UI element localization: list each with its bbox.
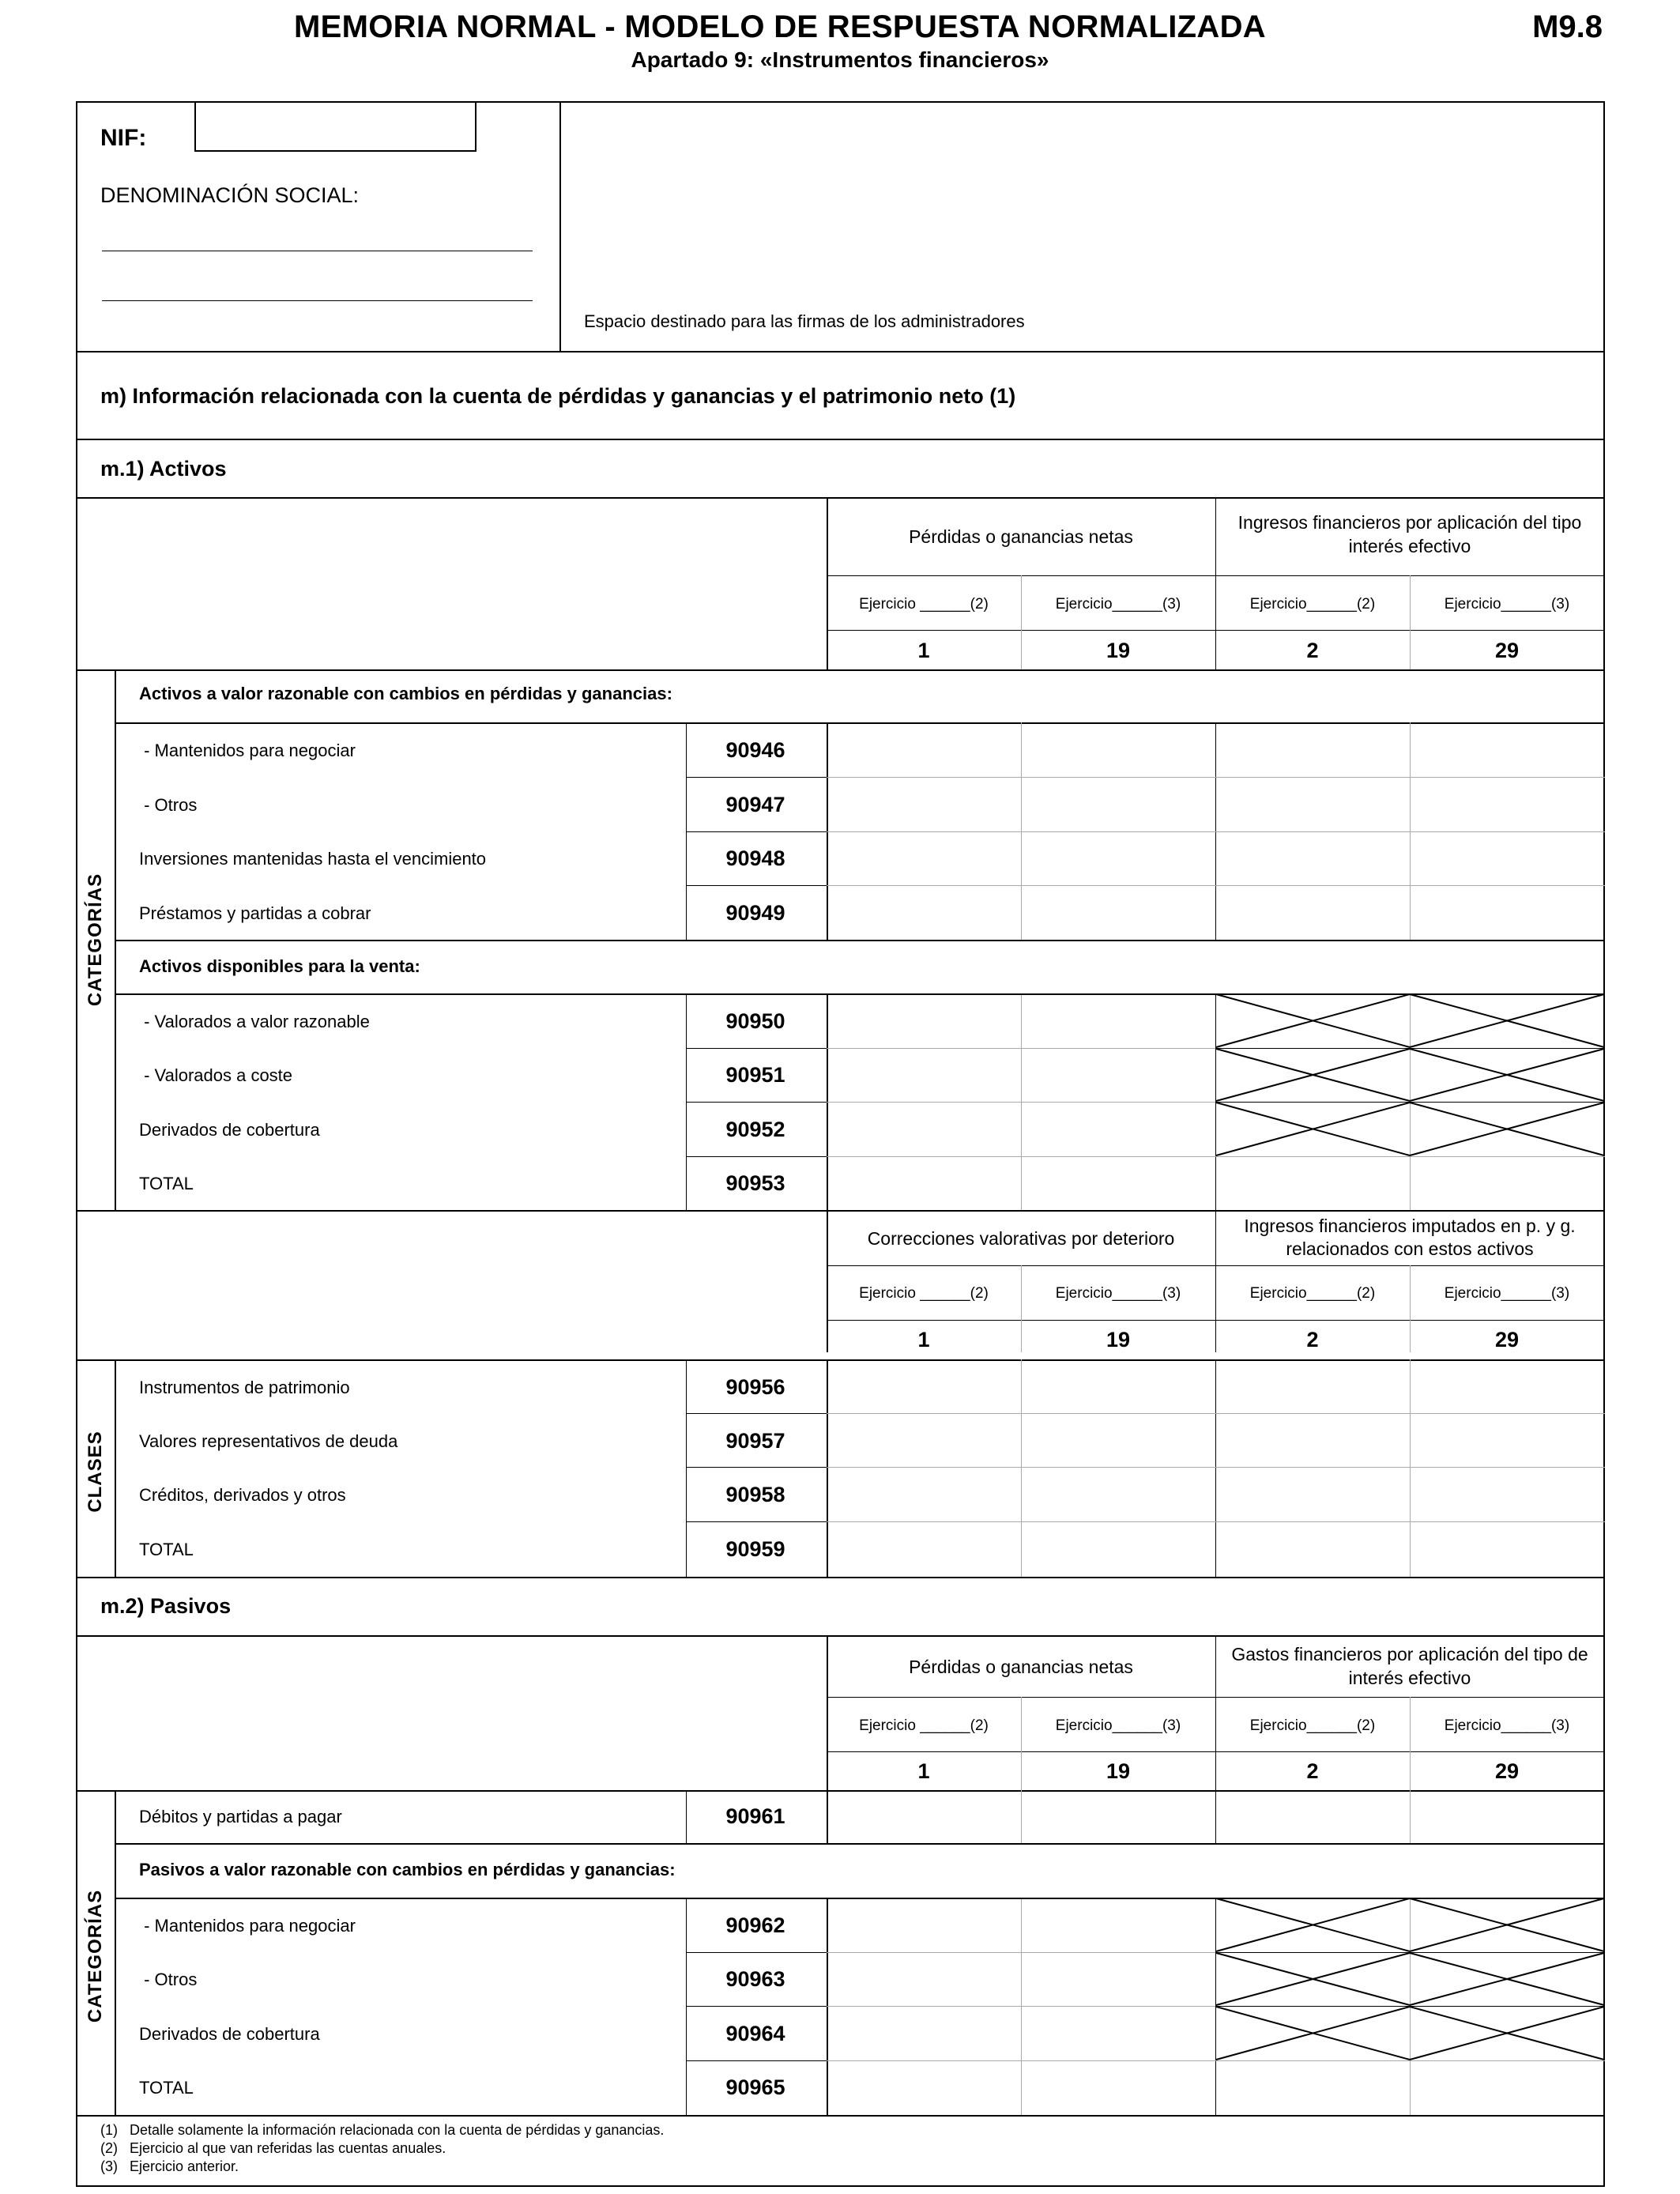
t1-subheader-2: Activos disponibles para la venta: (139, 956, 420, 976)
t2-row-label: Créditos, derivados y otros (139, 1485, 346, 1505)
t1-ejercicio-3: Ejercicio______(2) (1249, 596, 1376, 613)
t1-group-b: Ingresos financieros por aplicación del tipo interés efectivo (1237, 512, 1582, 556)
t1-group-a: Pérdidas o ganancias netas (909, 526, 1133, 547)
t1-colnum-1: 1 (917, 639, 930, 662)
t3-row-code: 90964 (725, 2022, 785, 2045)
t3-ejercicio-4: Ejercicio______(3) (1444, 1717, 1570, 1734)
t3-ejercicio-3: Ejercicio______(2) (1249, 1717, 1376, 1734)
t3-row-label: Derivados de cobertura (139, 2024, 320, 2044)
t3-colnum-2: 19 (1106, 1759, 1131, 1783)
t1-row-label: Derivados de cobertura (139, 1120, 320, 1140)
t3-group-a: Pérdidas o ganancias netas (909, 1657, 1133, 1677)
t1-row-label: - Valorados a coste (139, 1065, 293, 1085)
t2-colnum-1: 1 (917, 1328, 930, 1351)
t2-colnum-2: 19 (1106, 1328, 1131, 1351)
t3-row-code: 90961 (725, 1804, 785, 1828)
t2-colnum-4: 29 (1494, 1328, 1520, 1351)
t3-subheader-1: Pasivos a valor razonable con cambios en pérdidas y ganancias: (139, 1860, 676, 1879)
t2-row-label: TOTAL (139, 1540, 194, 1559)
t1-ejercicio-4: Ejercicio______(3) (1444, 596, 1570, 613)
t2-group-a: Correcciones valorativas por deterioro (867, 1228, 1175, 1249)
t1-ejercicio-1: Ejercicio ______(2) (859, 596, 989, 613)
t1-row-code: 90952 (725, 1118, 785, 1141)
t3-row-label: Débitos y partidas a pagar (139, 1807, 342, 1826)
t1-row-label: - Valorados a valor razonable (139, 1012, 370, 1031)
t3-colnum-3: 2 (1306, 1759, 1319, 1783)
t1-row-code: 90951 (725, 1063, 785, 1087)
footnote-1: (1) Detalle solamente la información relacionada con la cuenta de pérdidas y ganancias. (100, 2122, 665, 2138)
t1-side-label: CATEGORÍAS (85, 873, 106, 1007)
t1-ejercicio-2: Ejercicio______(3) (1055, 596, 1181, 613)
t2-row-label: Valores representativos de deuda (139, 1431, 398, 1451)
t3-ejercicio-2: Ejercicio______(3) (1055, 1717, 1181, 1734)
section-m-title: m) Información relacionada con la cuenta de pérdidas y ganancias y el patrimonio neto (1) (100, 384, 1016, 408)
t1-row-label: TOTAL (139, 1174, 194, 1193)
t2-group-b: Ingresos financieros imputados en p. y g. relacionados con estos activos (1244, 1216, 1576, 1259)
nif-label: NIF: (100, 125, 147, 151)
t2-row-label: Instrumentos de patrimonio (139, 1378, 350, 1397)
t1-row-label: - Otros (139, 795, 198, 815)
firmas-label: Espacio destinado para las firmas de los administradores (584, 311, 1025, 331)
t3-colnum-4: 29 (1494, 1759, 1520, 1783)
t3-row-code: 90962 (725, 1913, 785, 1937)
t2-row-code: 90957 (725, 1429, 785, 1453)
t1-row-code: 90946 (725, 738, 785, 762)
t2-ejercicio-2: Ejercicio______(3) (1055, 1285, 1181, 1302)
t2-row-code: 90959 (725, 1537, 785, 1561)
t1-row-code: 90949 (725, 901, 785, 925)
t1-row-label: Inversiones mantenidas hasta el vencimiento (139, 849, 487, 869)
t1-row-code: 90948 (725, 846, 785, 870)
t2-colnum-3: 2 (1306, 1328, 1319, 1351)
t2-row-code: 90956 (725, 1375, 785, 1399)
section-m1-title: m.1) Activos (100, 457, 227, 481)
t3-group-b: Gastos financieros por aplicación del tipo de interés efectivo (1231, 1644, 1588, 1688)
form-title: MEMORIA NORMAL - MODELO DE RESPUESTA NORMALIZADA (294, 9, 1266, 44)
t3-row-code: 90965 (725, 2075, 785, 2099)
t1-row-code: 90953 (725, 1171, 785, 1195)
form-code: M9.8 (1532, 9, 1603, 44)
section-m2-title: m.2) Pasivos (100, 1594, 232, 1618)
t2-row-code: 90958 (725, 1483, 785, 1506)
t1-row-label: Préstamos y partidas a cobrar (139, 903, 371, 923)
form-subtitle: Apartado 9: «Instrumentos financieros» (631, 47, 1049, 72)
t3-colnum-1: 1 (917, 1759, 930, 1783)
t1-colnum-2: 19 (1106, 639, 1131, 662)
t2-ejercicio-1: Ejercicio ______(2) (859, 1285, 989, 1302)
t1-colnum-4: 29 (1494, 639, 1520, 662)
t1-row-label: - Mantenidos para negociar (139, 741, 356, 760)
t2-side-label: CLASES (85, 1431, 106, 1513)
t2-ejercicio-4: Ejercicio______(3) (1444, 1285, 1570, 1302)
t1-subheader-1: Activos a valor razonable con cambios en pérdidas y ganancias: (139, 684, 672, 703)
t3-row-label: - Mantenidos para negociar (139, 1916, 356, 1936)
t1-row-code: 90950 (725, 1009, 785, 1033)
t3-row-label: TOTAL (139, 2078, 194, 2098)
t1-colnum-3: 2 (1306, 639, 1319, 662)
t3-ejercicio-1: Ejercicio ______(2) (859, 1717, 989, 1734)
footnote-2: (2) Ejercicio al que van referidas las cuentas anuales. (100, 2140, 446, 2156)
t3-row-code: 90963 (725, 1967, 785, 1991)
t2-ejercicio-3: Ejercicio______(2) (1249, 1285, 1376, 1302)
denominacion-label: DENOMINACIÓN SOCIAL: (100, 183, 360, 207)
t3-side-label: CATEGORÍAS (85, 1889, 106, 2023)
t3-row-label: - Otros (139, 1970, 198, 1989)
t1-row-code: 90947 (725, 793, 785, 816)
footnote-3: (3) Ejercicio anterior. (100, 2158, 239, 2174)
